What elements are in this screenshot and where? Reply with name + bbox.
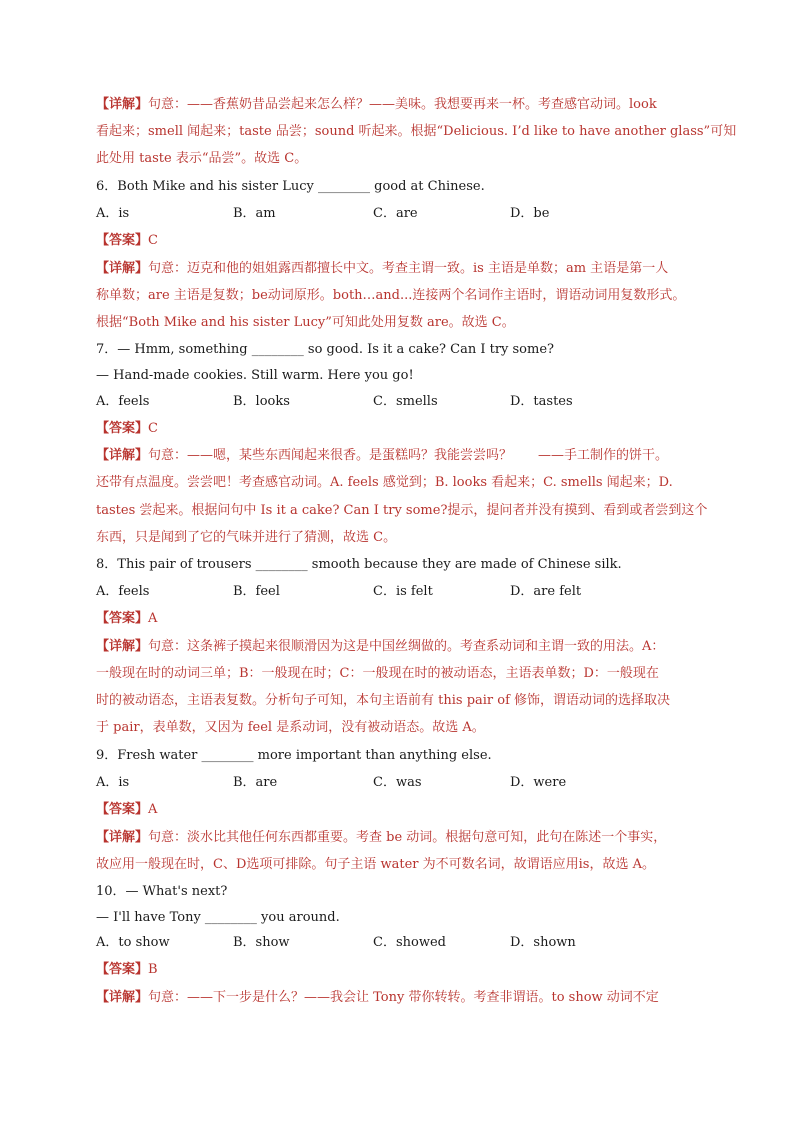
q6-option-d: D．be [510, 206, 550, 221]
q8-explain-line-1: 【详解】句意：这条裤子摸起来很顺滑因为这是中国丝绸做的。考查系动词和主谓一致的用法。A： [96, 639, 665, 654]
q6-option-c: C．are [373, 206, 418, 221]
q8-explain-line-3: 时的被动语态，主语表复数。分析句子可知，本句主语前有 this pair of 修饰，谓语动词的选择取决 [96, 693, 671, 708]
q9-option-d: D．were [510, 775, 567, 790]
q7-option-d: D．tastes [510, 394, 573, 409]
q9-option-b: B．are [233, 775, 278, 790]
q7-explain-line-4: 东西，只是闻到了它的气味并进行了猜测，故选 C。 [96, 530, 397, 545]
q10-explain-line-1: 【详解】句意：——下一步是什么？——我会让 Tony 带你转转。考查非谓语。to show 动词不定 [96, 990, 659, 1005]
q6-explain-line-1: 【详解】句意：迈克和他的姐姐露西都擅长中文。考查主谓一致。is 主语是单数；am 主语是第一人 [96, 261, 669, 276]
q8-explain-line-4: 于 pair，表单数，又因为 feel 是系动词，没有被动语态。故选 A。 [96, 720, 485, 735]
q10-stem: 10．— What's next? [96, 884, 228, 899]
q8-stem: 8．This pair of trousers ________ smooth because they are made of Chinese silk. [96, 557, 622, 572]
q7-stem: 7．— Hmm, something ________ so good. Is it a cake? Can I try some? [96, 342, 554, 357]
q9-explain-line-1: 【详解】句意：淡水比其他任何东西都重要。考查 be 动词。根据句意可知，此句在陈述一个事实， [96, 830, 667, 845]
q6-option-b: B．am [233, 206, 276, 221]
q10-answer: 【答案】B [96, 962, 158, 977]
q8-explain-line-2: 一般现在时的动词三单；B：一般现在时；C：一般现在时的被动语态，主语表单数；D：一般现在 [96, 666, 659, 681]
q7-explain-line-2: 还带有点温度。尝尝吧！考查感官动词。A. feels 感觉到；B. looks 看起来；C. smells 闻起来；D. [96, 475, 673, 490]
q10-option-c: C．showed [373, 935, 446, 950]
q7-option-c: C．smells [373, 394, 438, 409]
q6-explain-line-3: 根据“Both Mike and his sister Lucy”可知此处用复数 are。故选 C。 [96, 315, 515, 330]
q9-option-a: A．is [96, 775, 130, 790]
q6-stem: 6．Both Mike and his sister Lucy ________ good at Chinese. [96, 179, 485, 194]
q7-option-a: A．feels [96, 394, 150, 409]
q7-explain-line-3: tastes 尝起来。根据问句中 Is it a cake? Can I try some?提示，提问者并没有摸到、看到或者尝到这个 [96, 503, 708, 518]
q7-answer: 【答案】C [96, 421, 158, 436]
q9-answer: 【答案】A [96, 802, 158, 817]
q6-explain-line-2: 称单数；are 主语是复数；be动词原形。both…and...连接两个名词作主语时，谓语动词用复数形式。 [96, 288, 686, 303]
q8-answer: 【答案】A [96, 611, 158, 626]
q7-stem-2: — Hand-made cookies. Still warm. Here you go! [96, 368, 414, 383]
q8-option-c: C．is felt [373, 584, 433, 599]
q8-option-a: A．feels [96, 584, 150, 599]
q5-explain-line-3: 此处用 taste 表示“品尝”。故选 C。 [96, 151, 308, 166]
q10-option-d: D．shown [510, 935, 576, 950]
q10-option-b: B．show [233, 935, 290, 950]
q10-option-a: A．to show [96, 935, 170, 950]
q9-stem: 9．Fresh water ________ more important than anything else. [96, 748, 492, 763]
q6-answer: 【答案】C [96, 233, 158, 248]
q6-option-a: A．is [96, 206, 130, 221]
q5-explain-line-1: 【详解】句意：——香蕉奶昔品尝起来怎么样？——美味。我想要再来一杯。考查感官动词。look [96, 97, 657, 112]
q9-option-c: C．was [373, 775, 422, 790]
explain-tag: 【详解】 [96, 97, 149, 112]
q7-explain-line-1: 【详解】句意：——嗯，某些东西闻起来很香。是蛋糕吗？我能尝尝吗？ ——手工制作的饼干。 [96, 448, 669, 463]
q8-option-d: D．are felt [510, 584, 582, 599]
q5-explain-line-2: 看起来；smell 闻起来；taste 品尝；sound 听起来。根据“Delicious. I’d like to have another glass”可知 [96, 124, 737, 139]
q7-option-b: B．looks [233, 394, 290, 409]
q9-explain-line-2: 故应用一般现在时，C、D选项可排除。句子主语 water 为不可数名词，故谓语应用is，故选 A。 [96, 857, 655, 872]
q10-stem-2: — I'll have Tony ________ you around. [96, 910, 340, 925]
q8-option-b: B．feel [233, 584, 280, 599]
